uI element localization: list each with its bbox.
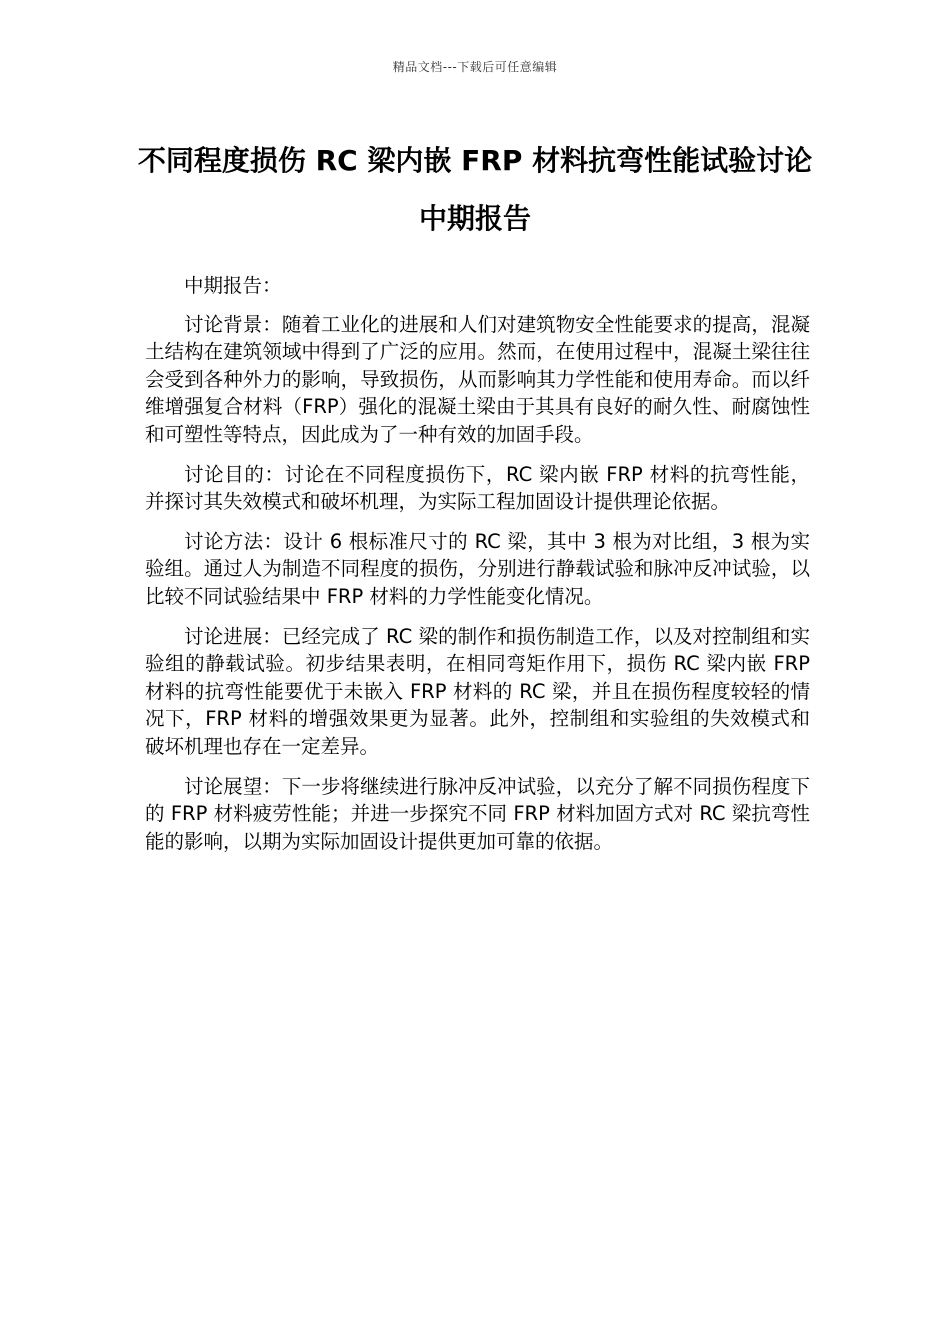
document-title: 不同程度损伤 RC 梁内嵌 FRP 材料抗弯性能试验讨论中期报告 [137, 144, 813, 235]
paragraph-method: 讨论方法：设计 6 根标准尺寸的 RC 梁，其中 3 根为对比组，3 根为实验组。通过人为制造不同程度的损伤，分别进行静载试验和脉冲反冲试验，以比较不同试验结果中 FRP 材料的力学性能变化情况。 [145, 529, 810, 608]
paragraph-outlook: 讨论展望：下一步将继续进行脉冲反冲试验，以充分了解不同损伤程度下的 FRP 材料疲劳性能；并进一步探究不同 FRP 材料加固方式对 RC 梁抗弯性能的影响，以期为实际加固设计提供更加可靠的依据。 [145, 774, 810, 853]
section-heading: 中期报告： [184, 274, 282, 297]
paragraph-background: 讨论背景：随着工业化的进展和人们对建筑物安全性能要求的提高，混凝土结构在建筑领域中得到了广泛的应用。然而，在使用过程中，混凝土梁往往会受到各种外力的影响，导致损伤，从而影响其力学性能和使用寿命。而以纤维增强复合材料（FRP）强化的混凝土梁由于其具有良好的耐久性、耐腐蚀性和可塑性等特点，因此成为了一种有效的加固手段。 [145, 312, 810, 446]
paragraph-purpose: 讨论目的：讨论在不同程度损伤下，RC 梁内嵌 FRP 材料的抗弯性能，并探讨其失效模式和破坏机理，为实际工程加固设计提供理论依据。 [145, 462, 810, 514]
document-body [145, 272, 810, 867]
paragraph-progress: 讨论进展：已经完成了 RC 梁的制作和损伤制造工作，以及对控制组和实验组的静载试验。初步结果表明，在相同弯矩作用下，损伤 RC 梁内嵌 FRP 材料的抗弯性能要优于未嵌入 FRP 材料的 RC 梁，并且在损伤程度较轻的情况下，FRP 材料的增强效果更为显著。此外，控制组和实验组的失效模式和破坏机理也存在一定差异。 [145, 624, 810, 758]
header-note: 精品文档---下载后可任意编辑 [392, 60, 558, 74]
